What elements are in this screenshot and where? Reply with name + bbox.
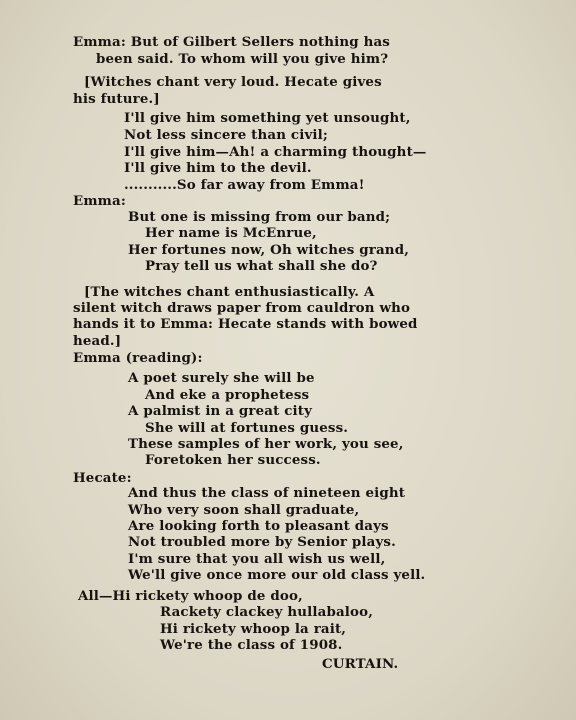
- stage-direction: [Witches chant very loud. Hecate gives: [84, 74, 382, 90]
- verse-line: Not troubled more by Senior plays.: [128, 534, 396, 550]
- speaker-label: Emma:: [73, 193, 126, 209]
- verse-line: Her fortunes now, Oh witches grand,: [128, 242, 410, 258]
- verse-line: Rackety clackey hullabaloo,: [160, 604, 374, 620]
- stage-direction: head.]: [73, 333, 122, 349]
- speaker-line: All—Hi rickety whoop de doo,: [78, 588, 303, 604]
- verse-line: I'll give him—Ah! a charming thought—: [124, 144, 427, 160]
- verse-line: But one is missing from our band;: [128, 209, 391, 225]
- text-line: Emma: But of Gilbert Sellers nothing has: [73, 34, 390, 50]
- verse-line: A palmist in a great city: [128, 403, 313, 419]
- verse-line: We're the class of 1908.: [160, 637, 343, 653]
- verse-line: These samples of her work, you see,: [128, 436, 404, 452]
- verse-line: Foretoken her success.: [145, 452, 321, 468]
- verse-line: We'll give once more our old class yell.: [128, 567, 426, 583]
- stage-direction: silent witch draws paper from cauldron who: [73, 300, 411, 316]
- verse-line: Not less sincere than civil;: [124, 127, 328, 143]
- verse-line: I'll give him to the devil.: [124, 160, 312, 176]
- verse-line: Hi rickety whoop la rait,: [160, 621, 347, 637]
- stage-direction: hands it to Emma: Hecate stands with bowed: [73, 316, 418, 332]
- stage-direction: [The witches chant enthusiastically. A: [84, 284, 375, 300]
- verse-line: I'm sure that you all wish us well,: [128, 551, 386, 567]
- verse-line: Are looking forth to pleasant days: [128, 518, 389, 534]
- speaker-label: Emma (reading):: [73, 350, 203, 366]
- stage-direction: his future.]: [73, 91, 160, 107]
- curtain-label: CURTAIN.: [322, 656, 399, 672]
- text-line: been said. To whom will you give him?: [96, 51, 389, 67]
- verse-line: A poet surely she will be: [128, 370, 315, 386]
- verse-line: I'll give him something yet unsought,: [124, 110, 411, 126]
- verse-line: And eke a prophetess: [145, 387, 310, 403]
- verse-line: Pray tell us what shall she do?: [145, 258, 378, 274]
- verse-line: She will at fortunes guess.: [145, 420, 349, 436]
- verse-line: Who very soon shall graduate,: [128, 502, 360, 518]
- verse-line: ...........So far away from Emma!: [124, 177, 365, 193]
- speaker-label: Hecate:: [73, 470, 132, 486]
- verse-line: And thus the class of nineteen eight: [128, 485, 406, 501]
- verse-line: Her name is McEnrue,: [145, 225, 317, 241]
